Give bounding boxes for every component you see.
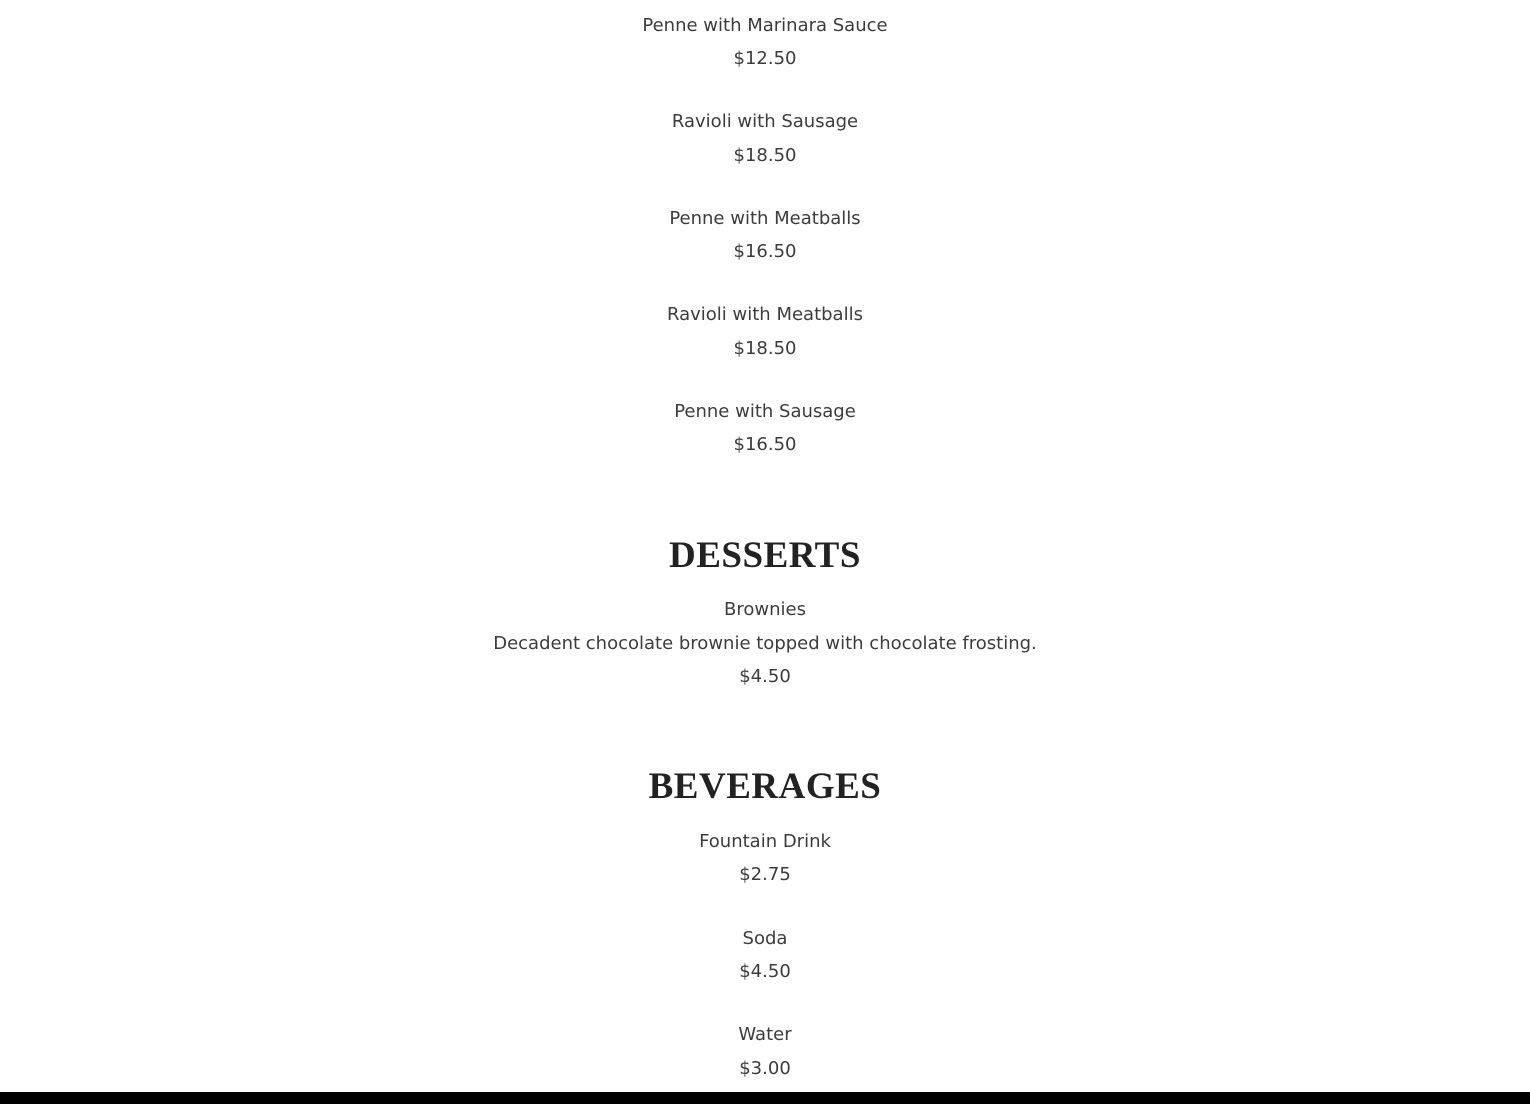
menu-item-price: $4.50 — [739, 961, 791, 982]
menu-item-description: Decadent chocolate brownie topped with chocolate frosting. — [493, 633, 1037, 654]
menu-item-name: Penne with Marinara Sauce — [642, 15, 888, 36]
footer-bar — [0, 1092, 1530, 1104]
menu-item-name: Ravioli with Meatballs — [667, 304, 863, 325]
menu-item-price: $18.50 — [733, 338, 797, 359]
menu-item-price: $2.75 — [739, 864, 791, 885]
menu-item-price: $16.50 — [733, 434, 797, 455]
section-title-desserts: DESSERTS — [669, 535, 861, 576]
menu-item-price: $4.50 — [739, 666, 791, 687]
menu-item-name: Penne with Sausage — [674, 401, 856, 422]
menu-item-price: $3.00 — [739, 1058, 791, 1079]
menu-item-name: Soda — [742, 928, 788, 949]
menu-item-name: Ravioli with Sausage — [671, 111, 859, 132]
section-title-beverages: BEVERAGES — [648, 766, 882, 807]
menu-item-price: $12.50 — [733, 48, 797, 69]
menu-item-price: $16.50 — [733, 241, 797, 262]
menu-item-price: $18.50 — [733, 145, 797, 166]
menu-item-name: Brownies — [724, 599, 806, 620]
menu-item-name: Fountain Drink — [699, 831, 831, 852]
menu-item-name: Penne with Meatballs — [669, 208, 861, 229]
menu-item-name: Water — [738, 1024, 792, 1045]
